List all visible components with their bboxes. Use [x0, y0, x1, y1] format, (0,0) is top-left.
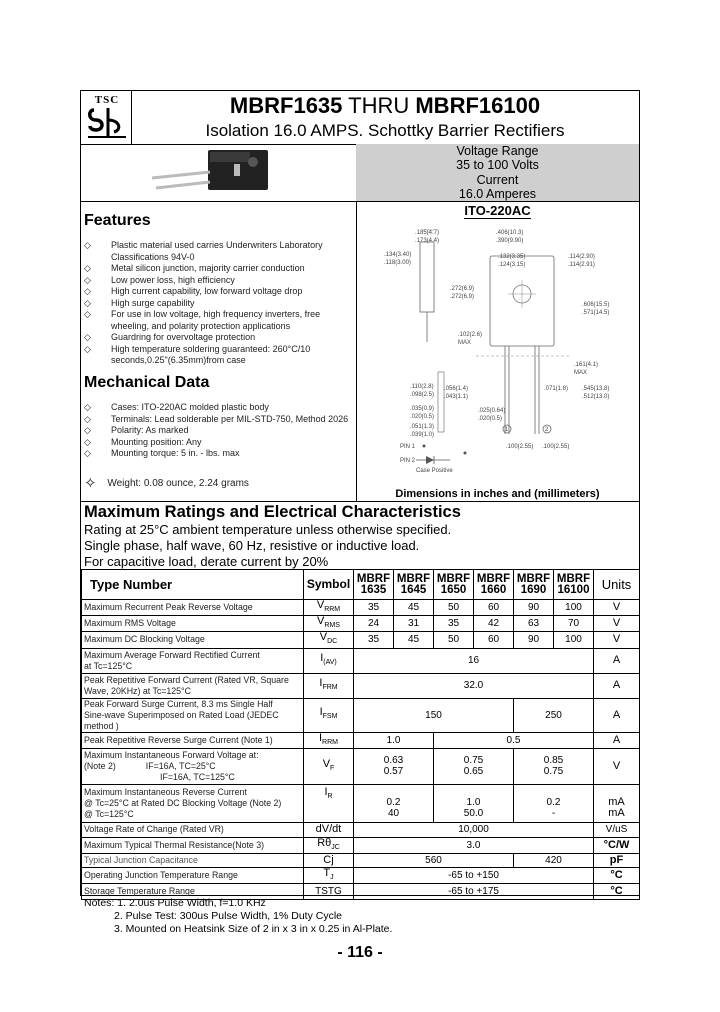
table-row: Voltage Rate of Change (Rated VR) dV/dt 10,000 V/uS [82, 822, 640, 837]
dim-label: .272(6.9) [450, 286, 475, 292]
package-label-text: ITO-220AC [464, 203, 531, 218]
list-item: ◇ For use in low voltage, high frequency inverters, free wheeling, and polarity protection applications [84, 309, 321, 331]
table-row: Peak Forward Surge Current, 8.3 ms Single Half Sine-wave Superimposed on Rated Load (JEDEC method ) $I_{FSM}$ 150 250 A [82, 698, 640, 732]
dim-label: .020(0.5) [478, 416, 503, 422]
dim-label: .512(13.0) [582, 394, 610, 400]
weight-text: Weight: 0.08 ounce, 2.24 grams [107, 478, 249, 489]
mechanical-title: Mechanical Data [84, 374, 210, 391]
features-title: Features [84, 212, 151, 229]
dim-label: .114(2.90) [568, 254, 595, 260]
package-label [356, 203, 639, 218]
package-dimension-drawing [360, 222, 638, 484]
dim-label: .100(2.55) [506, 444, 534, 450]
spec-line-1: Voltage Range [456, 144, 539, 158]
table-row: Operating Junction Temperature Range $T_J$ -65 to +150 °C [82, 867, 640, 883]
type-number-header: Type Number [82, 570, 304, 600]
dim-label: .039(1.0) [410, 432, 435, 438]
dim-label: .390(9.90) [496, 238, 524, 244]
dim-label: .134(3.40) [384, 252, 412, 258]
note-3: 3. Mounted on Heatsink Size of 2 in x 3 in x 0.25 in Al-Plate. [114, 922, 393, 935]
table-header-row [82, 570, 640, 600]
dim-label: .272(6.9) [450, 294, 475, 300]
table-row: Maximum RMS Voltage $V_{RMS}$ 24 31 35 42 63 70 V [82, 616, 640, 632]
list-item: ◇ Low power loss, high efficiency [84, 274, 235, 285]
tsc-logo [86, 94, 128, 144]
table-row: Maximum Instantaneous Forward Voltage at: (Note 2) IF=16A, TC=25°C IF=16A, TC=125°C $V_F$ 0.63 0.57 0.75 0.65 0.85 0.75 V [82, 748, 640, 784]
spec-line-3: Current [476, 172, 519, 187]
logo-divider [131, 90, 132, 144]
table-row: Maximum Recurrent Peak Reverse Voltage $V_{RRM}$ 35 45 50 60 90 100 V [82, 600, 640, 616]
dim-label: MAX [458, 340, 472, 346]
dim-label: .056(1.4) [444, 386, 469, 392]
table-row: Peak Repetitive Reverse Surge Current (Note 1) $I_{RRM}$ 1.0 0.5 A [82, 732, 640, 748]
model-header: MBRF 1645 [394, 570, 434, 600]
list-item: ◇ Metal silicon junction, majority carrier conduction [84, 263, 305, 273]
title-part1: MBRF1635 [229, 93, 343, 118]
dim-label: .132(3.35) [498, 254, 526, 260]
list-item: ◇ Polarity: As marked [84, 425, 189, 435]
page-subtitle: Isolation 16.0 AMPS. Schottky Barrier Rectifiers [205, 121, 565, 140]
ratings-divider [80, 501, 640, 502]
spec-line-4: 16.0 Amperes [458, 186, 537, 201]
dim-label: .043(1.1) [444, 394, 469, 400]
mechanical-list [84, 402, 354, 460]
note-1: Notes: 1. 2.0us Pulse Width, f=1.0 KHz [84, 897, 266, 909]
table-row: Maximum DC Blocking Voltage $V_{DC}$ 35 45 50 60 90 100 V [82, 632, 640, 648]
dim-label: .173(4.4) [415, 238, 440, 244]
weight-line [84, 472, 249, 490]
dim-label: .098(2.5) [410, 392, 435, 398]
pin-2-circle-label: 2 [545, 427, 549, 433]
dim-label: .545(13.8) [582, 386, 610, 392]
list-item: ◇ Plastic material used carries Underwriters Laboratory Classifications 94V-0 [84, 240, 323, 262]
dim-label: .606(15.5) [582, 302, 610, 308]
dim-label: .406(10.3) [496, 230, 524, 236]
pin1-label: PIN 1 [400, 444, 416, 450]
logo-symbol-icon [86, 106, 128, 142]
dim-label: .124(3.15) [498, 262, 526, 268]
dim-label: .051(1.3) [410, 424, 435, 430]
dim-label: .161(4.1) [574, 362, 599, 368]
title-part3: MBRF16100 [415, 93, 541, 118]
rating-note-1: Rating at 25°C ambient temperature unless otherwise specified. [84, 522, 452, 537]
list-item: ◇ Mounting position: Any [84, 436, 202, 447]
pin-1-circle-label: 1 [505, 427, 509, 433]
dim-label: .102(2.6) [458, 332, 483, 338]
spec-summary-box [356, 144, 639, 201]
list-item: ◇ High current capability, low forward voltage drop [84, 286, 303, 296]
table-row: Maximum Instantaneous Reverse Current @ Tc=25°C at Rated DC Blocking Voltage (Note 2) @ Tc=125°C $I_R$ 0.2 40 1.0 50.0 0.2 - mA mA [82, 784, 640, 822]
model-header: MBRF 1650 [434, 570, 474, 600]
logo-text: TSC [94, 94, 120, 106]
ratings-table [81, 569, 640, 900]
symbol-header: Symbol [304, 570, 354, 600]
dim-label: .025(0.64) [478, 408, 506, 414]
pin2-label: PIN 2 [400, 458, 416, 464]
spec-line-2: 35 to 100 Volts [456, 158, 539, 173]
footnotes [84, 897, 392, 935]
model-header: MBRF 1635 [354, 570, 394, 600]
model-header: MBRF 1690 [514, 570, 554, 600]
dim-label: .020(0.5) [410, 414, 435, 420]
list-item: ◇ Guardring for overvoltage protection [84, 332, 256, 342]
title-part2: THRU [348, 93, 410, 118]
table-row: Storage Temperature Range TSTG -65 to +175 °C [82, 884, 640, 900]
dim-label: .100(2.55) [542, 444, 570, 450]
units-header: Units [594, 570, 640, 600]
list-item: ◇ High temperature soldering guaranteed: 260°C/10 seconds,0.25"(6.35mm)from case [84, 343, 311, 365]
page-number: - 116 - [337, 944, 383, 961]
rating-note-2: Single phase, half wave, 60 Hz, resistive or inductive load. [84, 538, 420, 553]
note-2: 2. Pulse Test: 300us Pulse Width, 1% Duty Cycle [114, 909, 342, 922]
list-item: ◇ Cases: ITO-220AC molded plastic body [84, 402, 269, 412]
list-item: ◇ High surge capability [84, 297, 195, 308]
dim-label: .114(2.91) [568, 262, 595, 268]
dim-label: .118(3.00) [384, 260, 411, 266]
table-row: Typical Junction Capacitance Cj 560 420 pF [82, 853, 640, 867]
table-row: Maximum Typical Thermal Resistance(Note 3) $R\theta_{JC}$ 3.0 °C/W [82, 837, 640, 853]
star-icon: ✧ [84, 475, 97, 492]
table-row: Maximum Average Forward Rectified Current at Tc=125°C $I_{(AV)}$ 16 A [82, 648, 640, 673]
dimensions-caption: Dimensions in inches and (millimeters) [395, 488, 600, 500]
dim-label: .071(1.8) [544, 386, 569, 392]
dim-label: .110(2.8) [410, 384, 434, 390]
features-list [84, 240, 354, 367]
page-title [135, 93, 635, 119]
ratings-title: Maximum Ratings and Electrical Characteristics [84, 503, 461, 521]
list-item: ◇ Terminals: Lead solderable per MIL-STD-750, Method 2026 [84, 413, 349, 424]
dim-label: .571(14.5) [582, 310, 610, 316]
rating-note-3: For capacitive load, derate current by 20% [84, 554, 329, 569]
dim-label: .035(0.9) [410, 406, 435, 412]
case-label: Case Positive [416, 468, 453, 474]
rating-conditions [84, 522, 451, 570]
model-header: MBRF 1660 [474, 570, 514, 600]
model-header: MBRF 16100 [554, 570, 594, 600]
component-photo-icon [150, 148, 275, 196]
table-row: Peak Repetitive Forward Current (Rated VR, Square Wave, 20KHz) at Tc=125°C $I_{FRM}$ 32.0 A [82, 673, 640, 698]
dim-label: .185(4.7) [415, 230, 440, 236]
list-item: ◇ Mounting torque: 5 in. - lbs. max [84, 448, 240, 458]
dim-label: MAX [574, 370, 588, 376]
